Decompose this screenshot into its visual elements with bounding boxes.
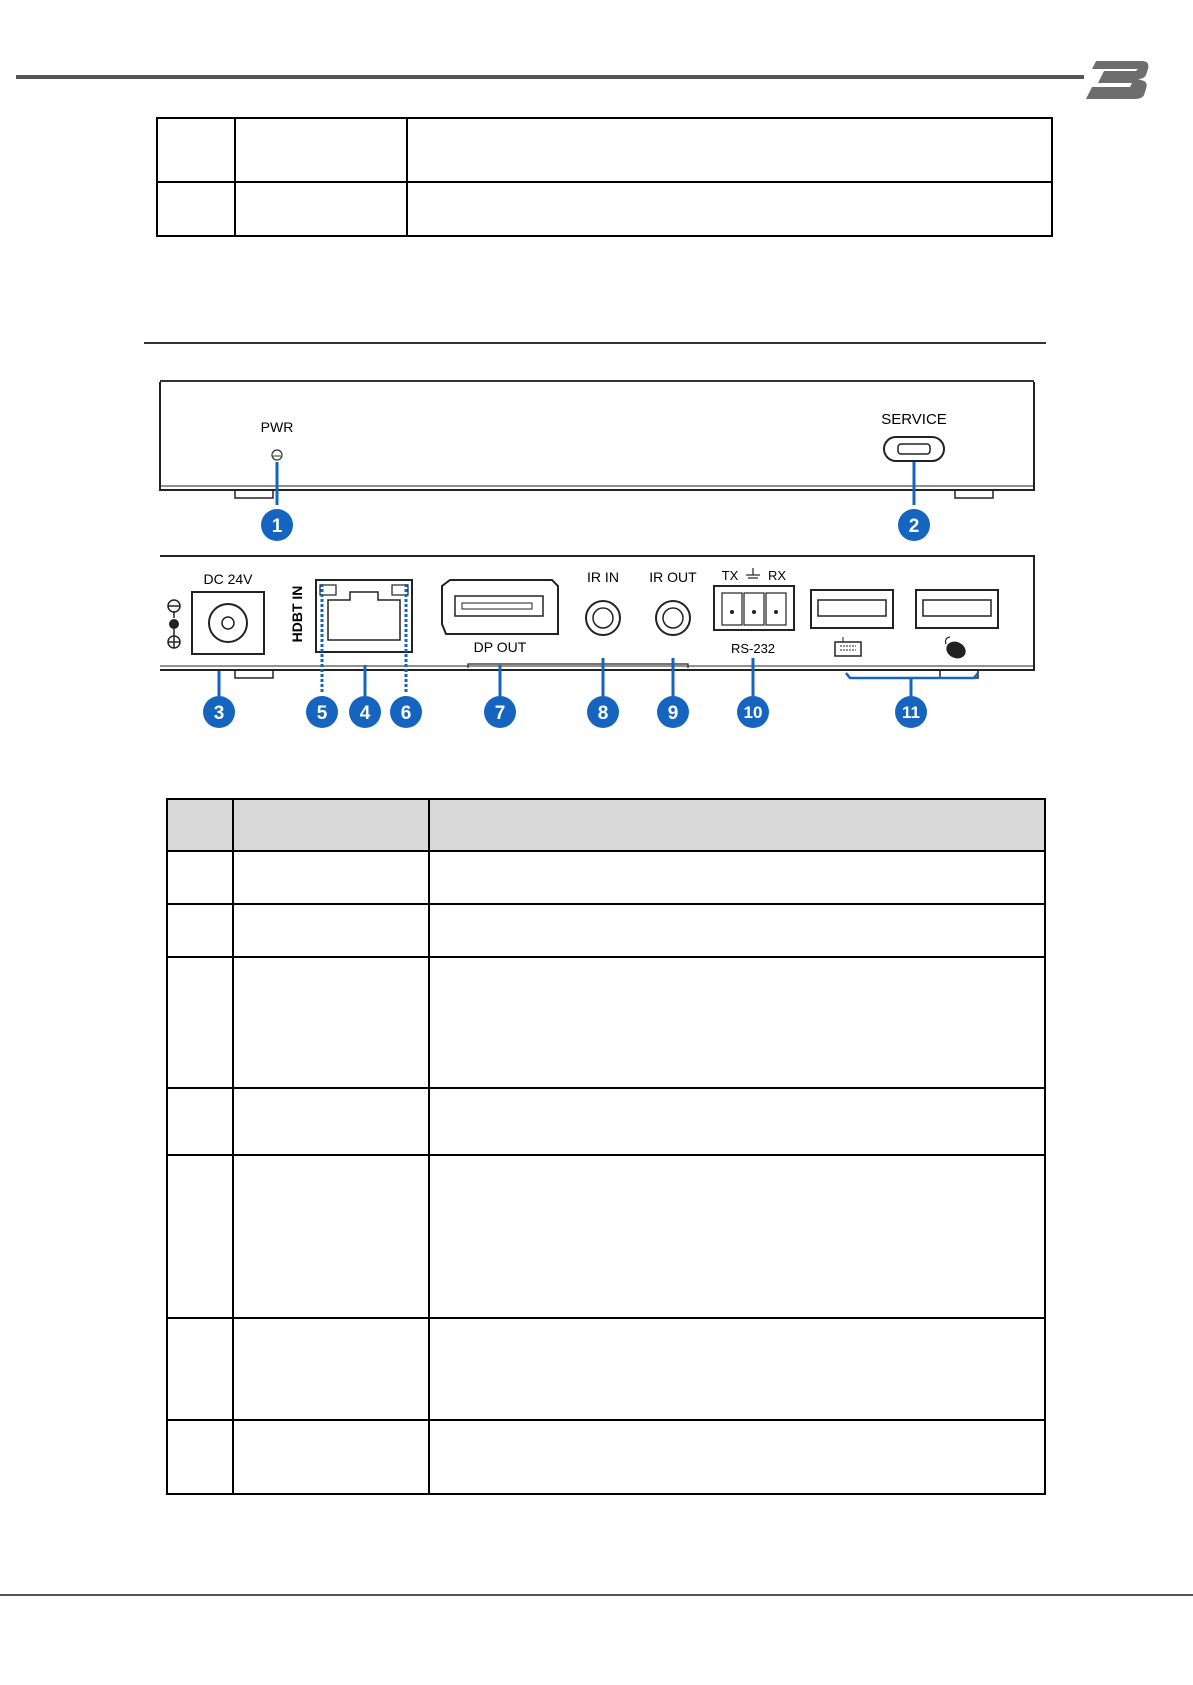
- callout-badge: [484, 696, 516, 728]
- callout-badge: [587, 696, 619, 728]
- polarity-symbol-icon: [168, 600, 180, 648]
- callout-badge: [306, 696, 338, 728]
- table-header-row: [167, 799, 1045, 851]
- ir-out-label: IR OUT: [649, 569, 697, 585]
- table-cell: [429, 851, 1045, 904]
- table-cell: [167, 1155, 233, 1318]
- table-row: [167, 1088, 1045, 1155]
- svg-text:9: 9: [667, 703, 679, 724]
- table-cell: [167, 1420, 233, 1494]
- table-cell: [167, 1088, 233, 1155]
- micro-usb-port-icon: [884, 437, 944, 461]
- tx-label: TX: [721, 568, 739, 583]
- callout-badge: [898, 509, 930, 541]
- mouse-icon: [944, 637, 969, 661]
- table-cell: [233, 904, 429, 957]
- ir-in-label: IR IN: [587, 569, 619, 585]
- table-cell: [233, 1155, 429, 1318]
- rj45-port-icon: [316, 580, 412, 652]
- table-cell: [407, 182, 1052, 236]
- dc-power-jack-icon: [192, 592, 264, 654]
- table-cell: [167, 851, 233, 904]
- svg-text:8: 8: [597, 703, 609, 724]
- table-cell: [429, 1155, 1045, 1318]
- callout-badge: [349, 696, 381, 728]
- bottom-spec-table: [166, 798, 1046, 1495]
- panel-diagram: [150, 378, 1040, 728]
- keyboard-icon: [835, 637, 861, 656]
- footer-rule: [0, 1594, 1193, 1596]
- table-header-cell: [167, 799, 233, 851]
- svg-text:5: 5: [316, 703, 328, 724]
- svg-text:3: 3: [213, 703, 225, 724]
- rs232-label: RS-232: [730, 641, 776, 656]
- table-cell: [157, 118, 235, 182]
- table-cell: [429, 1088, 1045, 1155]
- rear-panel: [160, 556, 1034, 728]
- header-rule: [16, 75, 1084, 79]
- table-cell: [233, 851, 429, 904]
- table-cell: [167, 957, 233, 1088]
- front-panel: [160, 380, 1034, 541]
- hdbt-in-label: HDBT IN: [289, 585, 305, 643]
- usb-keyboard-port-icon: [811, 590, 893, 628]
- svg-text:6: 6: [400, 703, 412, 724]
- svg-text:4: 4: [359, 703, 371, 724]
- table-cell: [429, 957, 1045, 1088]
- callout-badge: [657, 696, 689, 728]
- table-cell: [167, 904, 233, 957]
- table-header-cell: [429, 799, 1045, 851]
- brand-b-logo-icon: [1082, 57, 1152, 101]
- svg-text:7: 7: [494, 703, 506, 724]
- table-row: [167, 904, 1045, 957]
- table-cell: [233, 1420, 429, 1494]
- table-cell: [407, 118, 1052, 182]
- table-cell: [167, 1318, 233, 1420]
- callout-badge: [261, 509, 293, 541]
- rs232-terminal-icon: [714, 586, 794, 630]
- table-row: [167, 1155, 1045, 1318]
- usb-mouse-port-icon: [916, 590, 998, 628]
- displayport-icon: [442, 580, 558, 634]
- callout-badge: [895, 696, 927, 728]
- ir-out-jack-icon: [656, 601, 690, 635]
- table-cell: [429, 904, 1045, 957]
- callout-badge: [203, 696, 235, 728]
- table-cell: [235, 118, 407, 182]
- ground-symbol-icon: [746, 568, 760, 578]
- table-cell: [233, 1318, 429, 1420]
- table-cell: [233, 957, 429, 1088]
- table-row: [167, 851, 1045, 904]
- dp-out-label: DP OUT: [473, 639, 527, 655]
- svg-text:11: 11: [902, 703, 920, 722]
- svg-text:2: 2: [908, 516, 920, 537]
- section-rule: [144, 342, 1046, 344]
- table-cell: [429, 1318, 1045, 1420]
- table-row: [167, 957, 1045, 1088]
- dc-24v-label: DC 24V: [203, 571, 253, 587]
- rx-label: RX: [767, 568, 787, 583]
- table-cell: [157, 182, 235, 236]
- callout-badge: [737, 696, 769, 728]
- callout-badge: [390, 696, 422, 728]
- table-row: [167, 1318, 1045, 1420]
- svg-text:10: 10: [743, 703, 763, 722]
- pwr-led-icon: [272, 450, 282, 460]
- table-cell: [429, 1420, 1045, 1494]
- table-row: [157, 182, 1052, 236]
- service-label: SERVICE: [881, 411, 947, 428]
- ir-in-jack-icon: [586, 601, 620, 635]
- table-header-cell: [233, 799, 429, 851]
- table-row: [157, 118, 1052, 182]
- top-spec-table: [156, 117, 1053, 237]
- pwr-label: PWR: [260, 419, 294, 435]
- table-row: [167, 1420, 1045, 1494]
- svg-text:1: 1: [271, 516, 283, 537]
- table-cell: [235, 182, 407, 236]
- table-cell: [233, 1088, 429, 1155]
